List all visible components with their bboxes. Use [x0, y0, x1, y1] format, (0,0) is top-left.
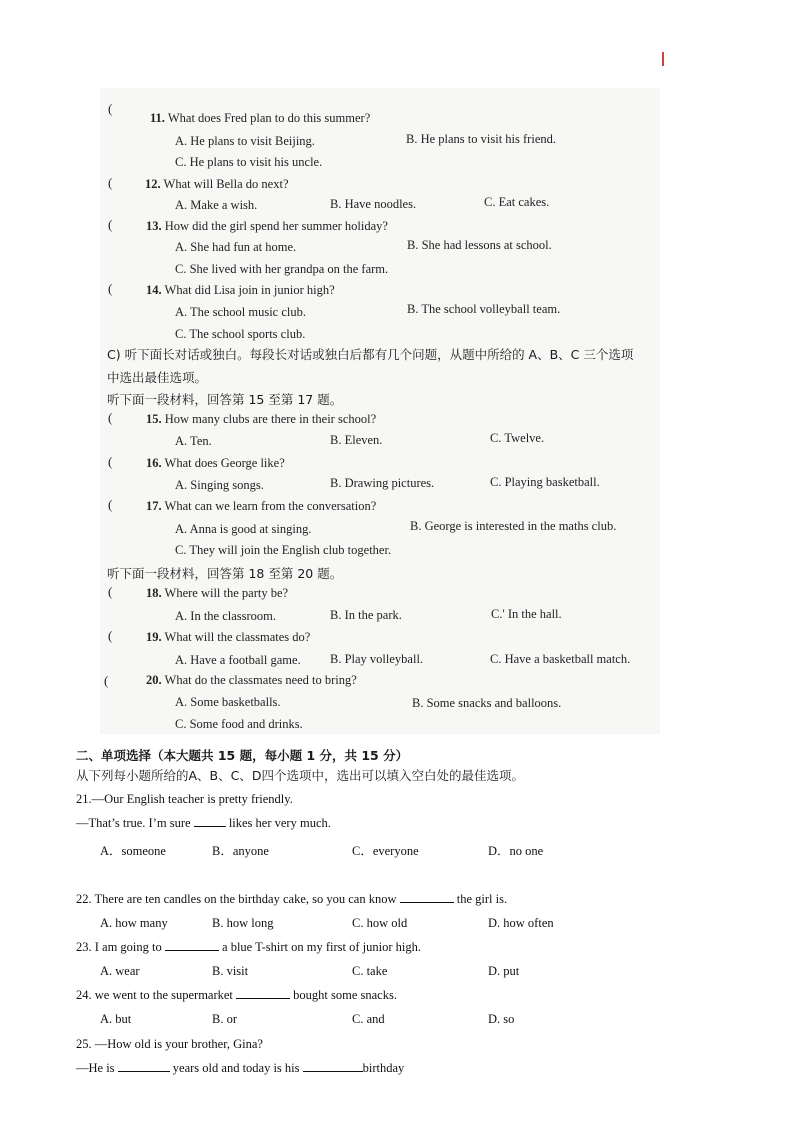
question-25-response: [76, 1061, 404, 1076]
option-c: C. Playing basketball.: [490, 475, 600, 489]
question-text: What can we learn from the conversation?: [164, 499, 377, 513]
option-b: B. George is interested in the maths club.: [410, 519, 617, 533]
answer-paren: (: [108, 175, 113, 190]
question-23: [76, 940, 421, 955]
option-b: B. Drawing pictures.: [330, 476, 435, 490]
question-13: [146, 219, 388, 234]
section-instruction: 从下列每小题所给的A、B、C、D四个选项中，选出可以填入空白处的最佳选项。: [76, 768, 524, 783]
question-text: What do the classmates need to bring?: [164, 673, 357, 687]
option-d: D. so: [488, 1012, 515, 1026]
option-c: C. Twelve.: [490, 431, 545, 445]
question-20: [146, 673, 357, 688]
text-segment: —That’s true. I’m sure: [76, 816, 191, 830]
question-number: 12.: [145, 177, 161, 191]
option-c: C．everyone: [352, 844, 419, 858]
option-c: C. take: [352, 964, 388, 978]
option-b: B. how long: [212, 916, 274, 930]
answer-paren: (: [108, 454, 113, 469]
text-segment: —He is: [76, 1061, 115, 1075]
question-number: 14.: [146, 283, 162, 297]
text-segment: a blue T-shirt on my first of junior high.: [222, 940, 421, 954]
option-b: B. Some snacks and balloons.: [412, 696, 562, 710]
option-b: B. Eleven.: [330, 433, 383, 447]
option-b: B. Play volleyball.: [330, 652, 424, 666]
question-number: 16.: [146, 456, 162, 470]
option-a: A. Make a wish.: [175, 198, 258, 212]
option-a: A. Ten.: [175, 434, 212, 448]
answer-blank[interactable]: [165, 940, 219, 951]
question-number: 20.: [146, 673, 162, 687]
question-22: [76, 892, 507, 907]
question-text: Where will the party be?: [164, 586, 289, 600]
question-text: What does George like?: [164, 456, 285, 470]
option-a: A. but: [100, 1012, 132, 1026]
option-a: A. Have a football game.: [175, 653, 301, 667]
answer-paren: (: [108, 584, 113, 599]
answer-paren: (: [108, 410, 113, 425]
question-text: What did Lisa join in junior high?: [164, 283, 335, 297]
option-a: A. wear: [100, 964, 140, 978]
question-25-prompt: 25. —How old is your brother, Gina?: [76, 1037, 263, 1051]
option-a: A. In the classroom.: [175, 609, 277, 623]
answer-paren: (: [108, 628, 113, 643]
option-b: B. In the park.: [330, 608, 402, 622]
question-text: How did the girl spend her summer holiday?: [164, 219, 388, 233]
question-17: [146, 499, 376, 514]
option-c: C. and: [352, 1012, 385, 1026]
option-a: A. Singing songs.: [175, 478, 264, 492]
question-number: 17.: [146, 499, 162, 513]
material-2-label: 听下面一段材料，回答第 18 至第 20 题。: [107, 566, 343, 581]
question-number: 15.: [146, 412, 162, 426]
text-segment: 23. I am going to: [76, 940, 162, 954]
question-text: How many clubs are there in their school?: [164, 412, 377, 426]
section-heading: 二、单项选择（本大题共 15 题，每小题 1 分，共 15 分）: [76, 748, 409, 763]
option-a: A. He plans to visit Beijing.: [175, 134, 315, 148]
question-11: [150, 111, 370, 126]
answer-blank[interactable]: [194, 816, 226, 827]
option-a: A. Anna is good at singing.: [175, 522, 312, 536]
option-c: C. how old: [352, 916, 408, 930]
question-number: 19.: [146, 630, 162, 644]
option-c: C. Some food and drinks.: [175, 717, 303, 731]
answer-blank[interactable]: [303, 1061, 363, 1072]
answer-paren: (: [104, 673, 109, 688]
text-segment: 24. we went to the supermarket: [76, 988, 233, 1002]
text-segment: 22. There are ten candles on the birthday cake, so you can know: [76, 892, 397, 906]
section-c-instruction-cont: 中选出最佳选项。: [107, 370, 208, 385]
answer-paren: (: [108, 281, 113, 296]
option-a: A．someone: [100, 844, 166, 858]
question-16: [146, 456, 285, 471]
answer-paren: (: [108, 497, 113, 512]
option-c: C. She lived with her grandpa on the farm.: [175, 262, 389, 276]
question-19: [146, 630, 310, 645]
text-segment: bought some snacks.: [293, 988, 397, 1002]
option-c: C. Have a basketball match.: [490, 652, 631, 666]
question-24: [76, 988, 397, 1003]
text-segment: likes her very much.: [228, 816, 331, 830]
option-a: A. The school music club.: [175, 305, 306, 319]
answer-blank[interactable]: [118, 1061, 170, 1072]
option-c: C. The school sports club.: [175, 327, 306, 341]
question-18: [146, 586, 288, 601]
option-c: C. They will join the English club together.: [175, 543, 392, 557]
question-number: 13.: [146, 219, 162, 233]
option-b: B. The school volleyball team.: [407, 302, 561, 316]
option-b: B. Have noodles.: [330, 197, 417, 211]
question-number: 18.: [146, 586, 162, 600]
question-21-prompt: 21.—Our English teacher is pretty friendly.: [76, 792, 293, 806]
text-segment: years old and today is his: [172, 1061, 300, 1075]
option-b: B. or: [212, 1012, 237, 1026]
option-c: C.' In the hall.: [491, 607, 562, 621]
question-12: [145, 177, 289, 192]
answer-paren: (: [108, 101, 113, 116]
option-d: D．no one: [488, 844, 544, 858]
option-d: D. put: [488, 964, 520, 978]
option-c: C. He plans to visit his uncle.: [175, 155, 323, 169]
section-c-instruction: C) 听下面长对话或独白。每段长对话或独白后都有几个问题，从题中所给的 A、B、C 三个选项: [107, 347, 634, 362]
question-text: What will the classmates do?: [164, 630, 311, 644]
option-b: B. He plans to visit his friend.: [406, 132, 556, 146]
question-15: [146, 412, 376, 427]
option-a: A. She had fun at home.: [175, 240, 297, 254]
option-b: B. She had lessons at school.: [407, 238, 552, 252]
question-number: 11.: [150, 111, 165, 125]
question-text: What will Bella do next?: [163, 177, 289, 191]
text-segment: the girl is.: [456, 892, 508, 906]
answer-blank[interactable]: [400, 892, 454, 903]
option-b: B. visit: [212, 964, 249, 978]
material-1-label: 听下面一段材料，回答第 15 至第 17 题。: [107, 392, 343, 407]
option-b: B．anyone: [212, 844, 269, 858]
option-c: C. Eat cakes.: [484, 195, 550, 209]
option-a: A. Some basketballs.: [175, 695, 281, 709]
option-d: D. how often: [488, 916, 554, 930]
option-a: A. how many: [100, 916, 168, 930]
red-scan-mark: [662, 52, 664, 66]
question-text: What does Fred plan to do this summer?: [167, 111, 371, 125]
text-segment: birthday: [362, 1061, 405, 1075]
question-14: [146, 283, 335, 298]
question-21-response: [76, 816, 331, 831]
answer-paren: (: [108, 217, 113, 232]
answer-blank[interactable]: [236, 988, 290, 999]
